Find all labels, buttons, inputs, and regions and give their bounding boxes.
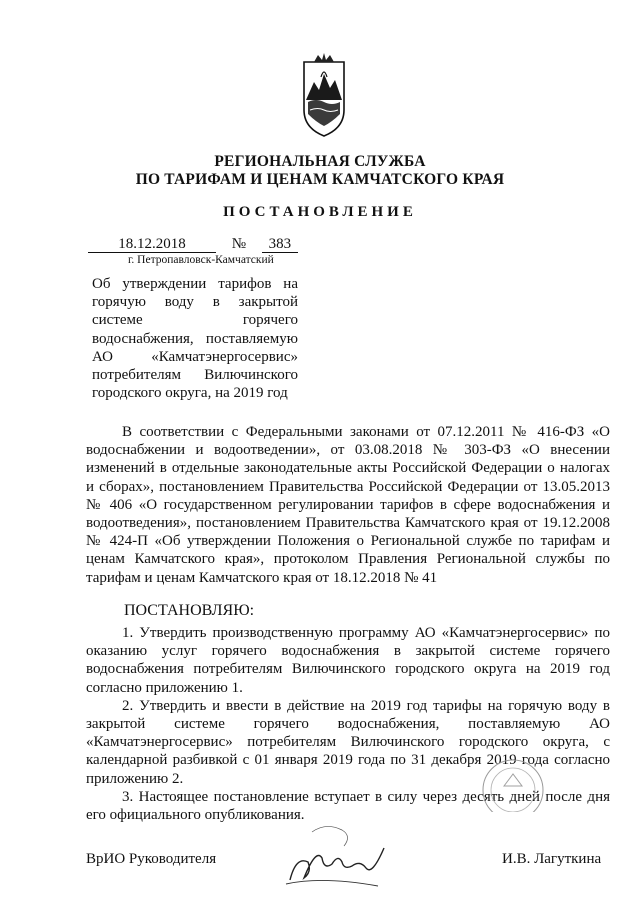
preamble (86, 423, 610, 587)
document-type-title: ПОСТАНОВЛЕНИЕ (223, 204, 417, 220)
document-number: 383 (262, 237, 298, 253)
signatory-role: ВрИО Руководителя (86, 851, 217, 867)
document-date: 18.12.2018 (88, 237, 216, 253)
org-name-line1: РЕГИОНАЛЬНАЯ СЛУЖБА (214, 153, 426, 170)
decree-item: 1. Утвердить производственную программу АО «Камчатэнергосервис» по оказанию услуг горячего водоснабжения в закрытой системе горячего водоснабжения потребителям Вилючинского городского округа на 2019 год согласно приложению 1. (86, 625, 610, 696)
seal-stamp-icon (478, 752, 548, 812)
signatory-name: И.В. Лагуткина (502, 851, 602, 867)
signature-icon (282, 818, 392, 896)
document-subject: Об утверждении тарифов на горячую воду в закрытой системе горячего водоснабжения, поставляемую АО «Камчатэнергосервис» потребителям Вилючинского городского округа, на 2019 год (92, 276, 298, 402)
document-city: г. Петропавловск-Камчатский (128, 254, 274, 266)
decree-item: 2. Утвердить и ввести в действие на 2019 год тарифы на горячую воду в закрытой системе горячего водоснабжения, поставляемую АО «Камчатэнергосервис» потребителям Вилючинского городского округа, с календарной разбивкой с 01 января 2019 года по 31 декабря 2019 года согласно приложению 2. (86, 697, 610, 787)
number-sign: № (231, 236, 247, 252)
date-number-line (88, 236, 298, 253)
org-name-line2: ПО ТАРИФАМ И ЦЕНАМ КАМЧАТСКОГО КРАЯ (135, 171, 505, 188)
preamble-text: В соответствии с Федеральными законами от 07.12.2011 № 416-ФЗ «О водоснабжении и водоотведении», от 03.08.2018 № 303-ФЗ «О внесении изменений в отдельные законодательные акты Российской Федерации о налогах и сборах», постановлением Правительства Российской Федерации от 13.05.2013 № 406 «О государственном регулировании тарифов в сфере водоснабжения и водоотведения», постановлением Правительства Камчатского края от 19.12.2008 № 424-П «Об утверждении Положения о Региональной службе по тарифам и ценам Камчатского края», протоколом Правления Региональной службы по тарифам и ценам Камчатского края от 18.12.2018 № 41 (86, 424, 610, 586)
decree-word: ПОСТАНОВЛЯЮ: (124, 602, 255, 619)
coat-of-arms-icon (300, 52, 348, 138)
decree-item: 3. Настоящее постановление вступает в силу через десять дней после дня его официального опубликования. (86, 788, 610, 824)
